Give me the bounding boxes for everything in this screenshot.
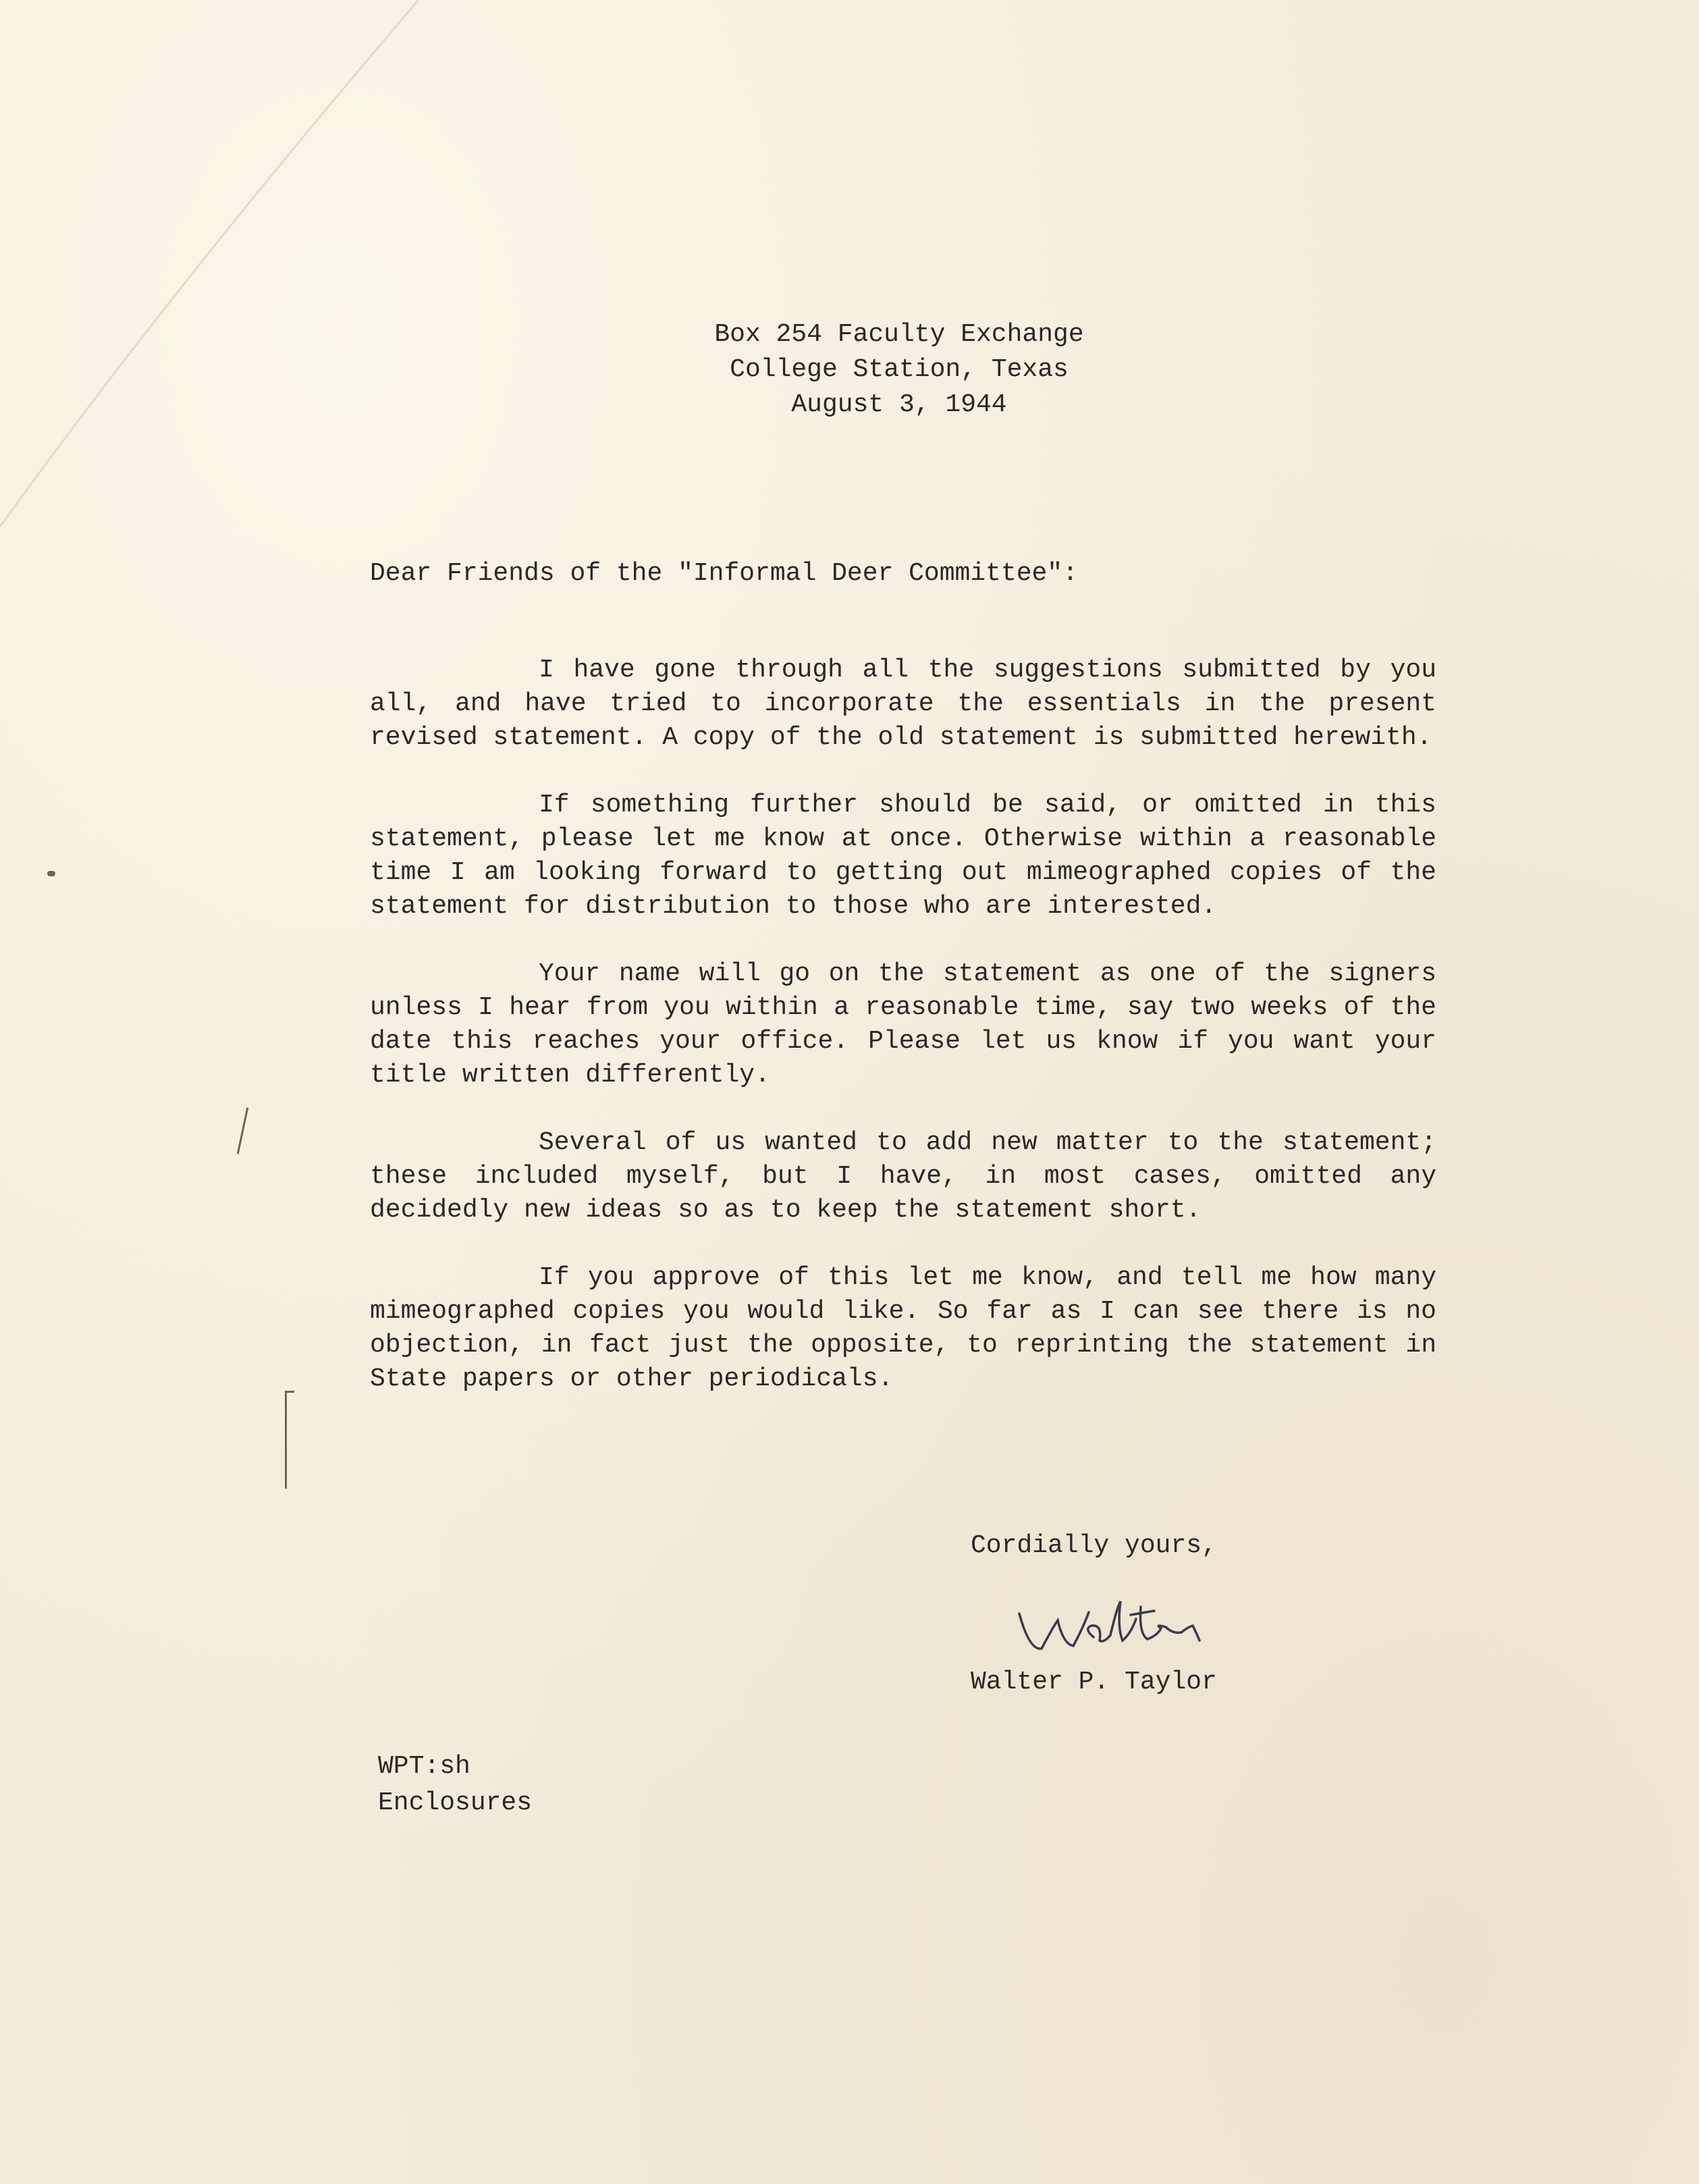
margin-bracket [285,1391,287,1489]
paragraph-1: I have gone through all the suggestions submitted by you all, and have tried to incorporate the essentials in the present revised statement. A copy of the old statement is submitted herewith. [370,656,1436,752]
address-line-2: College Station, Texas [730,355,1069,384]
handwritten-signature [1016,1587,1218,1661]
margin-bracket-top [285,1391,294,1393]
signer-name: Walter P. Taylor [971,1668,1217,1697]
paragraph-2: If something further should be said, or omitted in this statement, please let me know at once. Otherwise within a reasonable time I am looking forward to getting out mimeographed copies of the statement for distribution to those who are interested. [370,791,1436,921]
salutation: Dear Friends of the "Informal Deer Committee": [370,559,1078,588]
closing: Cordially yours, [971,1531,1217,1560]
address-line-1: Box 254 Faculty Exchange [714,320,1084,349]
enclosures-note: Enclosures [378,1788,533,1817]
letter-body [370,654,1436,1430]
paragraph-5: If you approve of this let me know, and tell me how many mimeographed copies you would like. So far as I can see there is no objection, in fact just the opposite, to reprinting the statement in State papers or other periodicals. [370,1263,1436,1393]
reference-initials: WPT:sh [378,1752,470,1781]
margin-mark-dot [47,871,55,876]
paragraph-4: Several of us wanted to add new matter to the statement; these included myself, but I have, in most cases, omitted any decidedly new ideas so as to keep the statement short. [370,1128,1436,1225]
paragraph-3: Your name will go on the statement as one of the signers unless I hear from you within a reasonable time, say two weeks of the date this reaches your office. Please let us know if you want your title written differently. [370,959,1436,1090]
letter-date: August 3, 1944 [791,390,1007,419]
letterhead-address [683,317,1115,423]
reference-block [378,1749,532,1821]
